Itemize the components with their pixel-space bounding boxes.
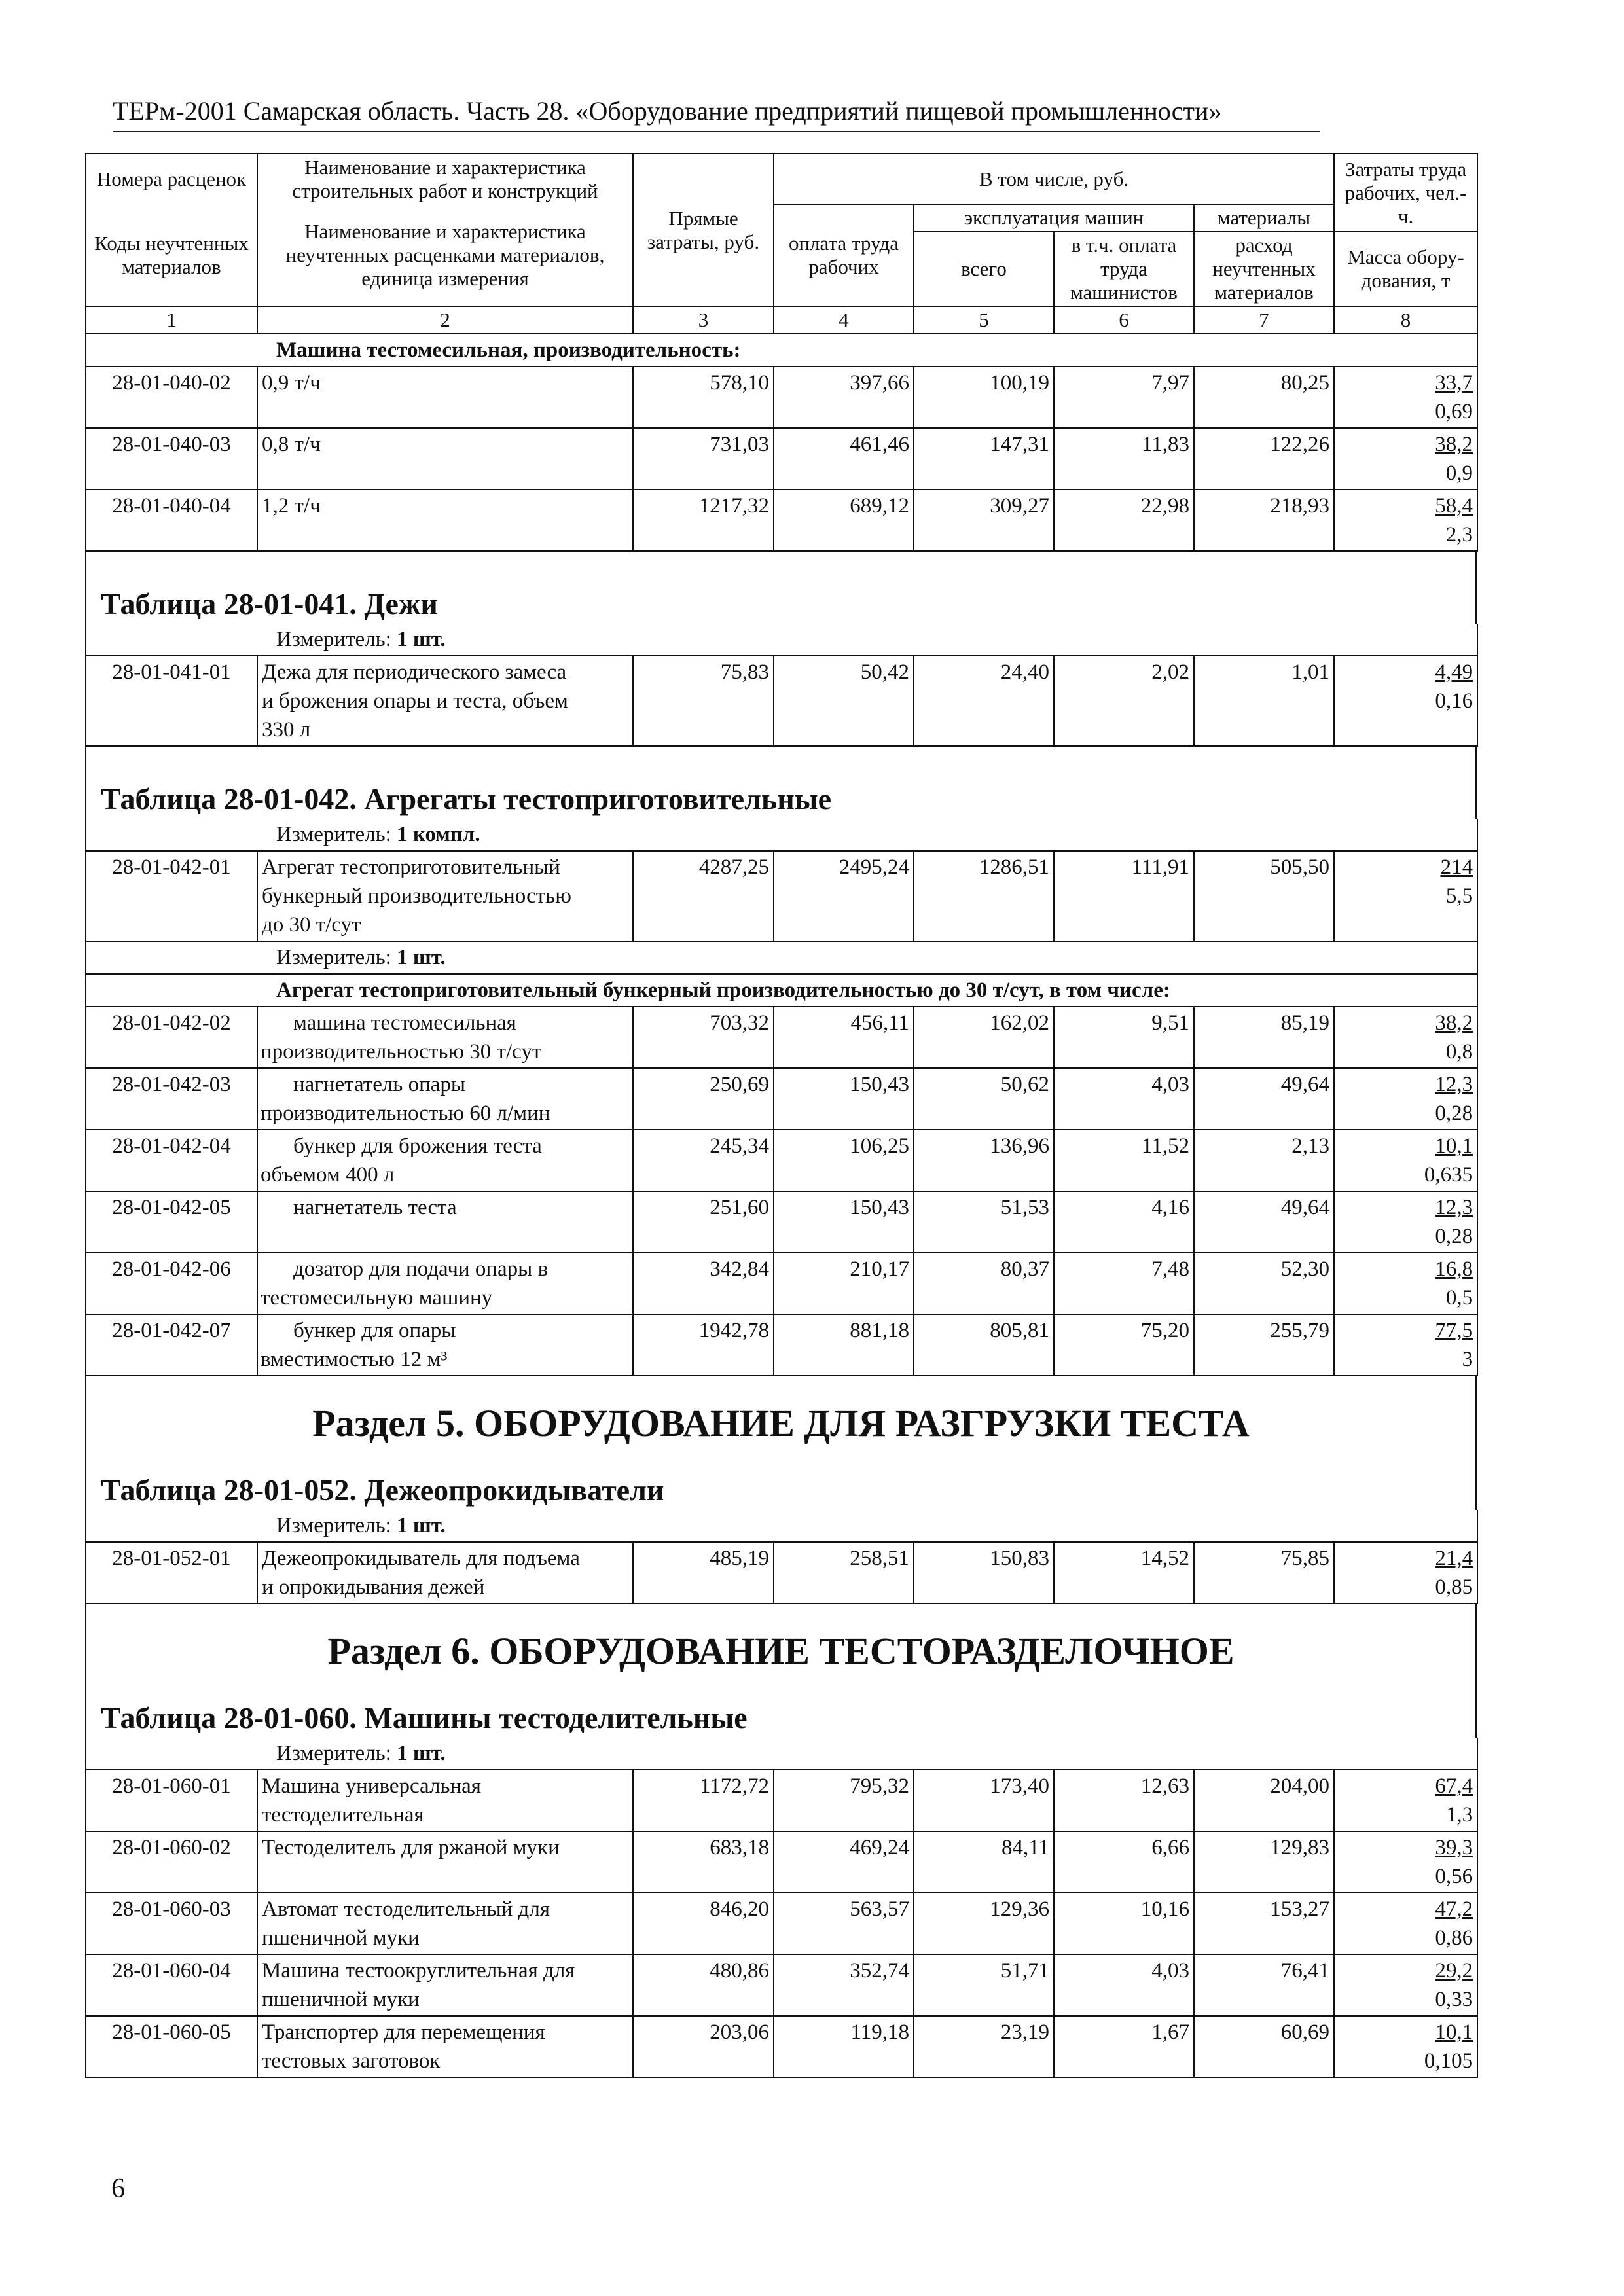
group-row: Машина тестомесильная, производительность: <box>86 334 1477 367</box>
col-num-2: 2 <box>257 306 633 334</box>
col-num-4: 4 <box>774 306 914 334</box>
spacer <box>85 1604 1477 1626</box>
spacer <box>85 1448 1477 1471</box>
table-052 <box>85 1510 1478 1604</box>
col-head-6: в т.ч. оплата труда машинистов <box>1054 232 1194 306</box>
col-head-8b: Масса обору-дования, т <box>1334 232 1477 306</box>
table-row: 28-01-042-01 Агрегат тестоприготовительный бункерный производительностью до 30 т/сут 4287,25 2495,24 1286,51 111,91 505,50 214 5,5 <box>86 851 1477 941</box>
table-row: 28-01-042-02 машина тестомесильная производительностью 30 т/сут 703,32 456,11 162,02 9,51 85,19 38,2 0,8 <box>86 1007 1477 1068</box>
table-row: 28-01-041-01 Дежа для периодического замеса и брожения опары и теста, объем 330 л 75,83 50,42 24,40 2,02 1,01 4,49 0,16 <box>86 656 1477 746</box>
table-060 <box>85 1738 1478 2078</box>
section-6-title: Раздел 6. ОБОРУДОВАНИЕ ТЕСТОРАЗДЕЛОЧНОЕ <box>85 1626 1477 1676</box>
col-num-5: 5 <box>914 306 1054 334</box>
table-row: 28-01-040-03 0,8 т/ч 731,03 461,46 147,31 11,83 122,26 38,2 0,9 <box>86 428 1477 490</box>
col-head-3: Прямые затраты, руб. <box>633 154 774 306</box>
col-head-5: всего <box>914 232 1054 306</box>
page-number: 6 <box>111 2174 125 2204</box>
running-header: ТЕРм-2001 Самарская область. Часть 28. «Оборудование предприятий пищевой промышленности» <box>113 96 1320 132</box>
table-row: 28-01-042-04 бункер для брожения теста объемом 400 л 245,34 106,25 136,96 11,52 2,13 10,1 0,635 <box>86 1130 1477 1191</box>
spacer <box>85 552 1477 584</box>
table-042 <box>85 819 1478 1376</box>
col-head-mach: эксплуатация машин <box>914 204 1194 232</box>
col-num-1: 1 <box>86 306 257 334</box>
table-row: 28-01-060-03 Автомат тестоделительный для пшеничной муки 846,20 563,57 129,36 10,16 153,27 47,2 0,86 <box>86 1893 1477 1954</box>
col-head-mat: материалы <box>1194 204 1334 232</box>
table-row: 28-01-060-01 Машина универсальная тестоделительная 1172,72 795,32 173,40 12,63 204,00 67,4 1,3 <box>86 1770 1477 1831</box>
table-row: 28-01-042-03 нагнетатель опары производительностью 60 л/мин 250,69 150,43 50,62 4,03 49,64 12,3 0,28 <box>86 1068 1477 1130</box>
table-title-060: Таблица 28-01-060. Машины тестоделительные <box>85 1698 1477 1738</box>
col-num-7: 7 <box>1194 306 1334 334</box>
group-row: Агрегат тестоприготовительный бункерный производительностью до 30 т/сут, в том числе: <box>86 974 1477 1007</box>
table-row: 28-01-060-04 Машина тестоокруглительная для пшеничной муки 480,86 352,74 51,71 4,03 76,41 29,2 0,33 <box>86 1954 1477 2016</box>
col-head-2a: Наименование и характеристика строительных работ и конструкций <box>257 154 633 204</box>
spacer <box>85 747 1477 780</box>
spacer <box>85 1676 1477 1698</box>
col-head-7: расход неучтенных материалов <box>1194 232 1334 306</box>
measure-row: Измеритель: 1 шт. <box>86 624 1477 656</box>
col-head-1a: Номера расценок <box>86 154 257 204</box>
col-head-4: оплата труда рабочих <box>774 204 914 306</box>
col-num-6: 6 <box>1054 306 1194 334</box>
spacer <box>85 1376 1477 1399</box>
section-5-title: Раздел 5. ОБОРУДОВАНИЕ ДЛЯ РАЗГРУЗКИ ТЕСТА <box>85 1399 1477 1448</box>
table-row: 28-01-042-06 дозатор для подачи опары в тестомесильную машину 342,84 210,17 80,37 7,48 52,30 16,8 0,5 <box>86 1253 1477 1314</box>
measure-row: Измеритель: 1 шт. <box>86 941 1477 974</box>
table-row: 28-01-042-07 бункер для опары вместимостью 12 м³ 1942,78 881,18 805,81 75,20 255,79 77,5 3 <box>86 1314 1477 1376</box>
col-head-1b: Коды неучтенных материалов <box>86 204 257 306</box>
document-body <box>85 153 1477 2078</box>
col-num-3: 3 <box>633 306 774 334</box>
table-title-041: Таблица 28-01-041. Дежи <box>85 584 1477 624</box>
measure-row: Измеритель: 1 шт. <box>86 1738 1477 1770</box>
table-row: 28-01-040-02 0,9 т/ч 578,10 397,66 100,19 7,97 80,25 33,7 0,69 <box>86 367 1477 428</box>
table-041 <box>85 624 1478 747</box>
measure-row: Измеритель: 1 компл. <box>86 819 1477 851</box>
table-row: 28-01-060-02 Тестоделитель для ржаной муки 683,18 469,24 84,11 6,66 129,83 39,3 0,56 <box>86 1831 1477 1893</box>
header-table <box>85 153 1478 552</box>
col-head-incl: В том числе, руб. <box>774 154 1334 204</box>
col-head-8a: Затраты труда рабочих, чел.-ч. <box>1334 154 1477 232</box>
table-row: 28-01-052-01 Дежеопрокидыватель для подъема и опрокидывания дежей 485,19 258,51 150,83 14,52 75,85 21,4 0,85 <box>86 1542 1477 1604</box>
table-row: 28-01-042-05 нагнетатель теста 251,60 150,43 51,53 4,16 49,64 12,3 0,28 <box>86 1191 1477 1253</box>
table-title-042: Таблица 28-01-042. Агрегаты тестоприготовительные <box>85 780 1477 819</box>
col-head-2b: Наименование и характеристика неучтенных расценками материалов, единица измерения <box>257 204 633 306</box>
table-row: 28-01-060-05 Транспортер для перемещения тестовых заготовок 203,06 119,18 23,19 1,67 60,69 10,1 0,105 <box>86 2016 1477 2077</box>
col-num-8: 8 <box>1334 306 1477 334</box>
measure-row: Измеритель: 1 шт. <box>86 1510 1477 1542</box>
table-row: 28-01-040-04 1,2 т/ч 1217,32 689,12 309,27 22,98 218,93 58,4 2,3 <box>86 490 1477 551</box>
table-title-052: Таблица 28-01-052. Дежеопрокидыватели <box>85 1471 1477 1510</box>
